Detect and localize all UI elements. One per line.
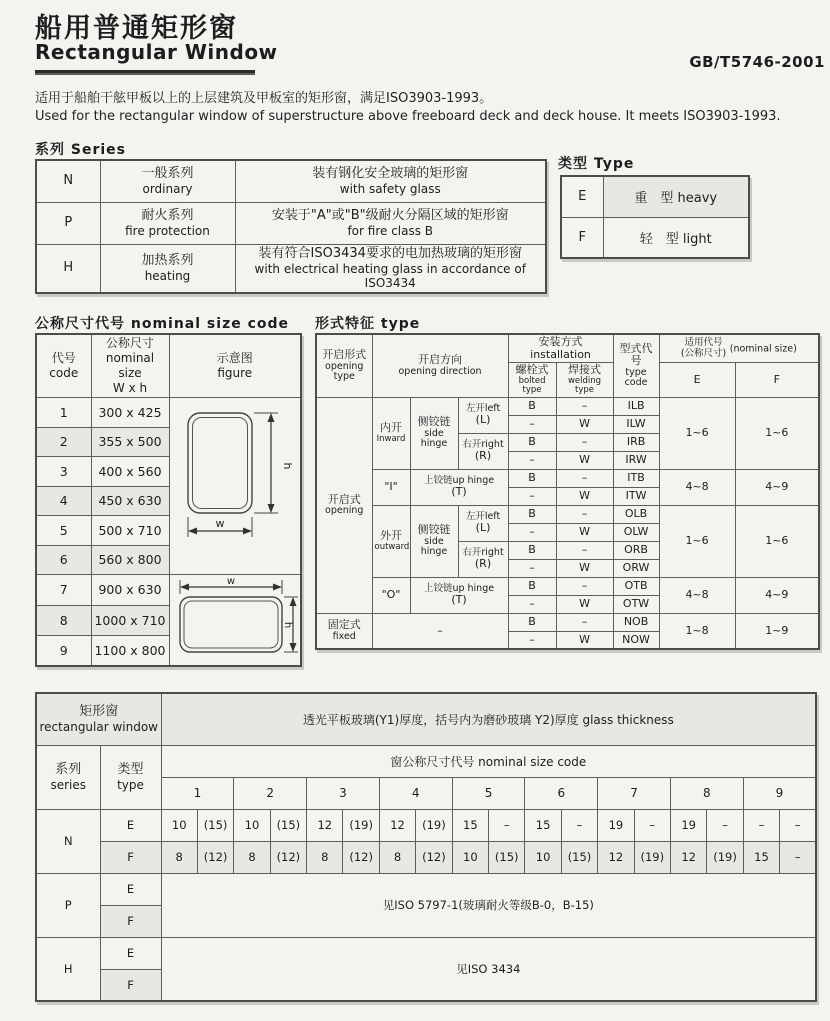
size-col: 4: [379, 777, 452, 809]
type-table-title: 类型 Type: [558, 156, 635, 172]
table-row: [36, 809, 816, 841]
table-row: [36, 873, 816, 905]
arrow-left-icon: [188, 528, 197, 535]
table-row: [316, 469, 819, 487]
side-hinge-en2: hinge: [420, 546, 448, 558]
bolted-value: B: [508, 469, 556, 487]
series-desc-zh: 安装于"A"或"B"级耐火分隔区域的矩形窗: [271, 207, 509, 223]
size-code-cell: 2: [36, 427, 91, 457]
right-open-label: 右开right: [462, 546, 504, 558]
col-header-bolted: [508, 363, 556, 397]
up-hinge-mark: (T): [451, 485, 467, 498]
corner-cell: [36, 693, 161, 745]
welding-zh: 焊接式: [568, 363, 602, 377]
dimension-label-w: w: [226, 576, 235, 587]
table-row: [36, 202, 546, 244]
series-desc-en: for fire class B: [347, 223, 434, 238]
table-row: [316, 613, 819, 631]
series-name: [100, 160, 235, 202]
bolted-value: B: [508, 613, 556, 631]
up-hinge-label: 上铰链up hinge: [423, 474, 495, 486]
portrait-window-drawing: [172, 399, 300, 569]
thickness-value: 12: [307, 809, 343, 841]
page-title-en: Rectangular Window: [35, 40, 278, 64]
thickness-value: (19): [416, 809, 452, 841]
size-col: 6: [525, 777, 598, 809]
series-name: [100, 244, 235, 293]
type-code: F: [561, 217, 603, 258]
series-name-zh: 耐火系列: [141, 207, 194, 223]
table-row: [36, 398, 301, 428]
type-code-value: ILB: [613, 397, 659, 415]
col-header-code-en: code: [49, 366, 79, 380]
thickness-value: (12): [197, 841, 233, 873]
side-hinge-cell: [410, 397, 458, 469]
type-code-value: ILW: [613, 415, 659, 433]
col-header-type-code: [613, 334, 659, 397]
p-series-note: 见ISO 5797-1(玻璃耐火等级B-0，B-15): [161, 873, 816, 937]
size-value-cell: 1100 x 800: [91, 636, 169, 667]
type-code-value: ORB: [613, 541, 659, 559]
glass-header-cell: 透光平板玻璃(Y1)厚度，括号内为磨砂玻璃 Y2)厚度 glass thickness: [161, 693, 816, 745]
left-open-cell: [458, 397, 508, 433]
bolted-value: –: [508, 415, 556, 433]
thickness-value: (12): [343, 841, 379, 873]
applicable-zh2: (公称尺寸): [680, 347, 727, 359]
welding-value: W: [556, 487, 613, 505]
col-header-code: [36, 334, 91, 398]
bolted-value: B: [508, 541, 556, 559]
series-col-en: series: [50, 777, 87, 792]
thickness-value: –: [743, 809, 779, 841]
thickness-value: 12: [598, 841, 634, 873]
form-table-title: 形式特征 type: [315, 316, 421, 332]
bolted-value: B: [508, 397, 556, 415]
left-open-cell: [458, 505, 508, 541]
col-header-welding: [556, 363, 613, 397]
series-p-cell: P: [36, 873, 100, 937]
col-header-f: F: [735, 363, 819, 397]
thickness-value: 15: [743, 841, 779, 873]
right-open-mark: (R): [474, 449, 492, 462]
side-hinge-zh: 侧铰链: [417, 523, 451, 537]
outward-zh: 外开: [380, 529, 402, 543]
up-hinge-mark: (T): [451, 593, 467, 606]
type-code-value: OTB: [613, 577, 659, 595]
table-header-row: [316, 334, 819, 363]
bolted-value: –: [508, 487, 556, 505]
series-name-en: heating: [144, 268, 191, 283]
welding-value: W: [556, 451, 613, 469]
col-header-figure-zh: 示意图: [216, 351, 253, 365]
welding-value: W: [556, 631, 613, 649]
dimension-label-h: h: [280, 462, 294, 470]
side-hinge-cell: [410, 505, 458, 577]
thickness-value: 15: [452, 809, 488, 841]
applicable-f: 4~9: [735, 469, 819, 505]
welding-value: W: [556, 595, 613, 613]
applicable-en: (nominal size): [729, 343, 797, 355]
inward-en: Inward: [376, 433, 406, 444]
thickness-value: 10: [525, 841, 561, 873]
opening-type-en2: type: [333, 371, 355, 383]
left-open-label: 左开left: [465, 510, 501, 522]
welding-value: –: [556, 577, 613, 595]
col-header-figure: [169, 334, 301, 398]
type-code-value: OLB: [613, 505, 659, 523]
table-header-row: [36, 334, 301, 398]
right-open-label: 右开right: [462, 438, 504, 450]
table-row: [36, 841, 816, 873]
size-value-cell: 560 x 800: [91, 545, 169, 575]
bolted-value: –: [508, 559, 556, 577]
col-header-installation: 安装方式 installation: [508, 334, 613, 363]
fixed-en: fixed: [332, 630, 356, 642]
type-col-zh: 类型: [117, 761, 144, 777]
series-desc-en: with electrical heating glass in accordance of ISO3434: [254, 261, 526, 291]
up-hinge-cell: [410, 469, 508, 505]
form-table: [315, 333, 820, 650]
size-code-cell: 4: [36, 486, 91, 516]
welding-value: W: [556, 523, 613, 541]
type-code-value: OTW: [613, 595, 659, 613]
o-mark-cell: "O": [372, 577, 410, 613]
arrow-right-icon: [273, 584, 282, 591]
opening-zh: 开启式: [327, 492, 361, 506]
series-code: H: [36, 244, 100, 293]
applicable-e: 4~8: [659, 577, 735, 613]
type-code-value: IRW: [613, 451, 659, 469]
thickness-value: (12): [270, 841, 306, 873]
table-row: [36, 937, 816, 969]
glass-thickness-table: [35, 692, 817, 1002]
size-value-cell: 900 x 630: [91, 575, 169, 606]
direction-zh: 开启方向: [418, 353, 463, 367]
type-f-cell: F: [100, 969, 161, 1001]
thickness-value: (15): [561, 841, 597, 873]
size-value-cell: 500 x 710: [91, 516, 169, 546]
type-label: 轻 型 light: [603, 217, 749, 258]
h-series-note: 见ISO 3434: [161, 937, 816, 1001]
type-label: 重 型 heavy: [603, 176, 749, 217]
table-row: [36, 244, 546, 293]
thickness-value: –: [780, 841, 817, 873]
right-open-cell: [458, 541, 508, 577]
type-e-cell: E: [100, 809, 161, 841]
outward-cell: [372, 505, 410, 577]
bolted-value: –: [508, 631, 556, 649]
applicable-f: 1~9: [735, 613, 819, 649]
col-header-size-en: nominal size: [105, 351, 155, 380]
applicable-e: 1~6: [659, 505, 735, 577]
fixed-group-cell: [316, 613, 372, 649]
bolted-value: –: [508, 451, 556, 469]
thickness-value: (12): [416, 841, 452, 873]
series-desc: [235, 160, 546, 202]
side-hinge-en1: side: [424, 427, 444, 439]
size-table: [35, 333, 302, 667]
thickness-value: 10: [234, 809, 270, 841]
applicable-e: 4~8: [659, 469, 735, 505]
fixed-direction-cell: –: [372, 613, 508, 649]
col-header-applicable: [659, 334, 819, 363]
side-hinge-zh: 侧铰链: [417, 415, 451, 429]
type-code-value: OLW: [613, 523, 659, 541]
thickness-value: –: [489, 809, 525, 841]
type-code-zh: 型式代号: [619, 341, 653, 368]
size-code-header: 窗公称尺寸代号 nominal size code: [161, 745, 816, 777]
opening-type-zh: 开启形式: [322, 348, 367, 362]
direction-en: opening direction: [398, 365, 482, 377]
size-col: 7: [598, 777, 671, 809]
portrait-window-figure: [169, 398, 301, 575]
applicable-e: 1~6: [659, 397, 735, 469]
size-code-cell: 9: [36, 636, 91, 667]
size-code-cell: 3: [36, 457, 91, 487]
col-header-opening-type: [316, 334, 372, 397]
type-code-value: ITB: [613, 469, 659, 487]
outward-en: outward: [374, 541, 410, 552]
right-open-cell: [458, 433, 508, 469]
welding-value: –: [556, 469, 613, 487]
type-f-cell: F: [100, 905, 161, 937]
type-code-en: type code: [624, 367, 648, 389]
thickness-value: 8: [307, 841, 343, 873]
size-col: 9: [743, 777, 816, 809]
bolted-value: –: [508, 523, 556, 541]
type-col-header: [100, 745, 161, 809]
col-header-code-zh: 代号: [51, 351, 76, 365]
thickness-value: (19): [343, 809, 379, 841]
table-row: [561, 176, 749, 217]
col-header-size-unit: W x h: [112, 381, 148, 395]
table-row: [36, 160, 546, 202]
size-code-cell: 6: [36, 545, 91, 575]
arrow-up-icon: [289, 597, 296, 606]
type-code-value: IRB: [613, 433, 659, 451]
size-value-cell: 300 x 425: [91, 398, 169, 428]
applicable-f: 1~6: [735, 505, 819, 577]
welding-value: W: [556, 415, 613, 433]
landscape-window-drawing: [172, 576, 300, 660]
table-row: [316, 397, 819, 415]
size-code-cell: 8: [36, 605, 91, 636]
i-mark-cell: "I": [372, 469, 410, 505]
right-open-mark: (R): [474, 557, 492, 570]
series-desc-zh: 装有钢化安全玻璃的矩形窗: [312, 165, 469, 181]
col-header-size-zh: 公称尺寸: [105, 336, 154, 350]
bolted-value: B: [508, 505, 556, 523]
left-open-mark: (L): [475, 521, 491, 534]
arrow-right-icon: [243, 528, 252, 535]
series-name: [100, 202, 235, 244]
series-col-header: [36, 745, 100, 809]
size-value-cell: 1000 x 710: [91, 605, 169, 636]
side-hinge-en2: hinge: [420, 438, 448, 450]
bolted-en: bolted type: [518, 375, 546, 396]
thickness-value: (19): [634, 841, 670, 873]
type-f-cell: F: [100, 841, 161, 873]
welding-value: –: [556, 397, 613, 415]
thickness-value: 12: [670, 841, 706, 873]
series-code: P: [36, 202, 100, 244]
arrow-down-icon: [289, 643, 296, 652]
thickness-value: 8: [234, 841, 270, 873]
corner-en: rectangular window: [39, 720, 158, 735]
up-hinge-cell: [410, 577, 508, 613]
type-code-value: NOW: [613, 631, 659, 649]
thickness-value: (15): [197, 809, 233, 841]
welding-en: welding type: [567, 375, 602, 396]
arrow-up-icon: [267, 413, 274, 422]
size-code-cell: 1: [36, 398, 91, 428]
col-header-direction: [372, 334, 508, 397]
side-hinge-en1: side: [424, 535, 444, 547]
applicable-e: 1~8: [659, 613, 735, 649]
table-row: [561, 217, 749, 258]
thickness-value: 8: [161, 841, 197, 873]
bolted-value: B: [508, 433, 556, 451]
thickness-value: 10: [161, 809, 197, 841]
thickness-value: –: [634, 809, 670, 841]
landscape-window-figure: [169, 575, 301, 667]
thickness-value: 15: [525, 809, 561, 841]
type-code-value: ORW: [613, 559, 659, 577]
col-header-e: E: [659, 363, 735, 397]
dimension-label-h: h: [281, 621, 293, 629]
thickness-value: (15): [489, 841, 525, 873]
series-n-cell: N: [36, 809, 100, 873]
thickness-value: 12: [379, 809, 415, 841]
type-code: E: [561, 176, 603, 217]
thickness-value: –: [561, 809, 597, 841]
type-code-value: NOB: [613, 613, 659, 631]
table-row: [316, 505, 819, 523]
applicable-f: 1~6: [735, 397, 819, 469]
welding-value: W: [556, 559, 613, 577]
bolted-value: –: [508, 595, 556, 613]
size-code-cell: 7: [36, 575, 91, 606]
thickness-value: 19: [598, 809, 634, 841]
welding-value: –: [556, 613, 613, 631]
opening-group-cell: [316, 397, 372, 613]
intro-text-zh: 适用于船舶干舷甲板以上的上层建筑及甲板室的矩形窗，满足ISO3903-1993。: [35, 91, 493, 106]
arrow-down-icon: [267, 504, 274, 513]
thickness-value: 8: [379, 841, 415, 873]
series-name-en: ordinary: [142, 182, 193, 197]
size-code-cell: 5: [36, 516, 91, 546]
series-col-zh: 系列: [55, 761, 82, 777]
thickness-value: –: [780, 809, 817, 841]
thickness-value: (19): [707, 841, 743, 873]
thickness-value: –: [707, 809, 743, 841]
applicable-zh1: 适用代号: [684, 337, 723, 349]
applicable-f: 4~9: [735, 577, 819, 613]
fixed-zh: 固定式: [327, 618, 361, 632]
size-col: 5: [452, 777, 525, 809]
size-col: 2: [234, 777, 307, 809]
type-code-value: ITW: [613, 487, 659, 505]
corner-zh: 矩形窗: [79, 703, 119, 719]
size-value-cell: 355 x 500: [91, 427, 169, 457]
series-desc: [235, 202, 546, 244]
series-table: [35, 159, 547, 294]
table-row: [36, 575, 301, 606]
bolted-value: B: [508, 577, 556, 595]
up-hinge-label: 上铰链up hinge: [423, 582, 495, 594]
inward-cell: [372, 397, 410, 469]
thickness-value: 10: [452, 841, 488, 873]
welding-value: –: [556, 541, 613, 559]
type-table: [560, 175, 750, 259]
size-value-cell: 450 x 630: [91, 486, 169, 516]
page-title: 船用普通矩形窗: [35, 13, 238, 44]
series-name-en: fire protection: [125, 223, 210, 238]
inward-zh: 内开: [380, 421, 402, 435]
type-col-en: type: [117, 777, 144, 792]
arrow-left-icon: [180, 584, 189, 591]
series-name-zh: 一般系列: [141, 165, 194, 181]
size-col: 8: [670, 777, 743, 809]
series-code: N: [36, 160, 100, 202]
intro-text-en: Used for the rectangular window of superstructure above freeboard deck and deck house. It meets ISO3903-1993.: [35, 109, 781, 124]
standard-code: GB/T5746-2001: [689, 53, 825, 71]
welding-value: –: [556, 505, 613, 523]
series-h-cell: H: [36, 937, 100, 1001]
col-header-figure-en: figure: [217, 366, 253, 380]
dimension-label-w: w: [215, 517, 224, 530]
type-e-cell: E: [100, 937, 161, 969]
series-desc-zh: 装有符合ISO3434要求的电加热玻璃的矩形窗: [258, 245, 522, 261]
table-header-row: [36, 745, 816, 777]
thickness-value: (15): [270, 809, 306, 841]
bolted-zh: 螺栓式: [515, 363, 549, 377]
series-name-zh: 加热系列: [141, 252, 194, 268]
table-header-row: [36, 693, 816, 745]
type-e-cell: E: [100, 873, 161, 905]
size-table-title: 公称尺寸代号 nominal size code: [35, 316, 290, 332]
series-table-title: 系列 Series: [35, 142, 126, 158]
opening-en: opening: [325, 505, 364, 517]
table-row: [316, 577, 819, 595]
size-col: 1: [161, 777, 234, 809]
title-underline: [35, 70, 255, 75]
series-desc: [235, 244, 546, 293]
thickness-value: 19: [670, 809, 706, 841]
series-desc-en: with safety glass: [339, 182, 441, 197]
left-open-label: 左开left: [465, 402, 501, 414]
welding-value: –: [556, 433, 613, 451]
size-col: 3: [307, 777, 380, 809]
opening-type-en1: opening: [325, 360, 364, 372]
col-header-size: [91, 334, 169, 398]
left-open-mark: (L): [475, 413, 491, 426]
size-value-cell: 400 x 560: [91, 457, 169, 487]
